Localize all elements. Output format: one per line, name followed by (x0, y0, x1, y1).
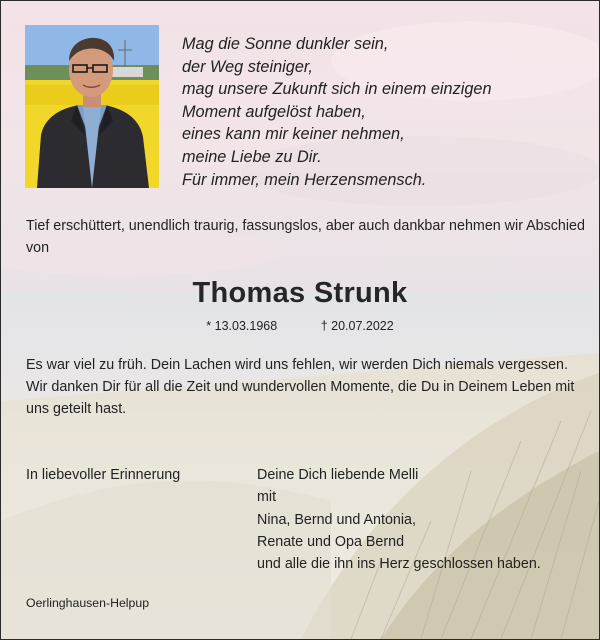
intro-text: Tief erschüttert, unendlich traurig, fassungslos, aber auch dankbar nehmen wir Abschied von (26, 218, 585, 256)
memory-phrase: In liebevoller Erinnerung (26, 467, 181, 483)
signer-line: Renate und Opa Bernd (257, 533, 405, 550)
deceased-name: Thomas Strunk (192, 277, 408, 309)
poem-line: meine Liebe zu Dir. (182, 147, 322, 166)
message-paragraph: Es war viel zu früh. Dein Lachen wird uns fehlen, wir werden Dich niemals vergessen. (26, 357, 568, 373)
life-dates (1, 319, 599, 333)
signer-line: Deine Dich liebende Melli (257, 467, 419, 483)
poem-line: Für immer, mein Herzensmensch. (182, 170, 427, 189)
poem-line: der Weg steiniger, (182, 57, 313, 76)
farewell-message (26, 354, 586, 420)
signer-line: mit (257, 489, 277, 506)
birth-date: * 13.03.1968 (206, 319, 278, 333)
death-date: † 20.07.2022 (320, 319, 394, 333)
signers-list (257, 464, 587, 575)
portrait-image (25, 25, 159, 188)
poem-line: eines kann mir keiner nehmen, (182, 125, 405, 144)
poem-line: mag unsere Zukunft sich in einem einzigen (182, 80, 492, 99)
poem-line: Mag die Sonne dunkler sein, (182, 35, 389, 53)
signer-line: und alle die ihn ins Herz geschlossen haben. (257, 556, 541, 573)
poem (182, 33, 582, 191)
signer-line: Nina, Bernd und Antonia, (257, 511, 416, 528)
location: Oerlinghausen-Helpup (26, 596, 150, 610)
message-paragraph: Wir danken Dir für all die Zeit und wundervollen Momente, die Du in Deinem Leben mit uns geteilt hast. (26, 379, 575, 417)
poem-line: Moment aufgelöst haben, (182, 102, 366, 121)
portrait-photo (25, 25, 159, 188)
